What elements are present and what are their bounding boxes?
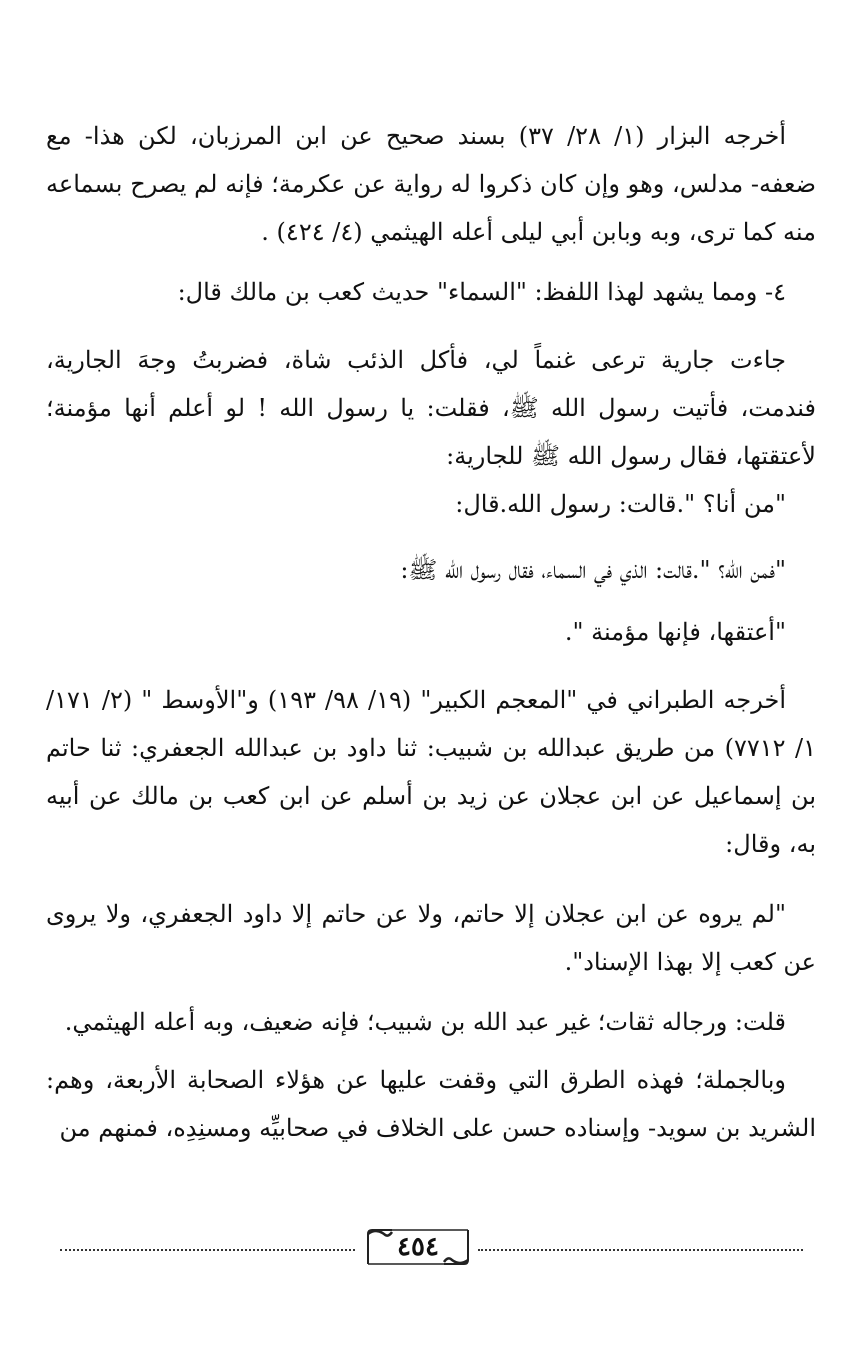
paragraph-bazzar-takhrij: أخرجه البزار (١/ ٢٨/ ٣٧) بسند صحيح عن ابن المرزبان، لكن هذا- مع ضعفه- مدلس، وهو وإن كان ذكروا له رواية عن عكرمة؛ فإنه لم يصرح بسماعه منه كما ترى، وبه وبابن أبي ليلى أعله الهيثمي (٤/ ٤٢٤) . [46, 122, 816, 246]
paragraph-tabarani-quote: "لم يروه عن ابن عجلان إلا حاتم، ولا عن حاتم إلا داود الجعفري، ولا يروى عن كعب إلا بهذا الإسناد". [46, 900, 816, 976]
paragraph-hadith-text: جاءت جارية ترعى غنماً لي، فأكل الذئب شاة، فضربتُ وجهَ الجارية، فندمت، فأتيت رسول الله ﷺ، فقلت: يا رسول الله ! لو أعلم أنها مؤمنة؛ لأعتقتها، فقال رسول الله ﷺ للجارية: [46, 346, 817, 470]
footer-dotted-rule-left [60, 1249, 355, 1251]
paragraph-summary: وبالجملة؛ فهذه الطرق التي وقفت عليها عن هؤلاء الصحابة الأربعة، وهم: الشريد بن سويد- وإسناده حسن على الخلاف في صحابيِّه ومسنِدِه، فمنهم من [46, 1066, 816, 1142]
paragraph-kaab-intro: ٤- ومما يشهد لهذا اللفظ: "السماء" حديث كعب بن مالك قال: [177, 278, 786, 306]
page-number-frame [362, 1226, 474, 1268]
quote-where-is-allah: "فمن الله؟ ".قالت: الذي في السماء، فقال رسول الله ﷺ: [400, 556, 786, 584]
page-number: ٤٥٤ [397, 1232, 439, 1262]
body-text [46, 112, 816, 1152]
quote-free-her: "أعتقها، فإنها مؤمنة ". [564, 618, 786, 646]
paragraph-tabarani-takhrij: أخرجه الطبراني في "المعجم الكبير" (١٩/ ٩٨/ ١٩٣) و"الأوسط " (٢/ ١٧١/ ١/ ٧٧١٢) من طريق عبدالله بن شبيب: ثنا داود بن عبدالله الجعفري: ثنا حاتم بن إسماعيل عن ابن عجلان عن زيد بن أسلم عن ابن كعب بن مالك عن أبيه به، وقال: [46, 686, 816, 858]
paragraph-author-comment: قلت: ورجاله ثقات؛ غير عبد الله بن شبيب؛ فإنه ضعيف، وبه أعله الهيثمي. [64, 1008, 786, 1036]
footer-dotted-rule-right [478, 1249, 803, 1251]
quote-who-am-i: "من أنا؟ ".قالت: رسول الله.قال: [455, 490, 786, 518]
